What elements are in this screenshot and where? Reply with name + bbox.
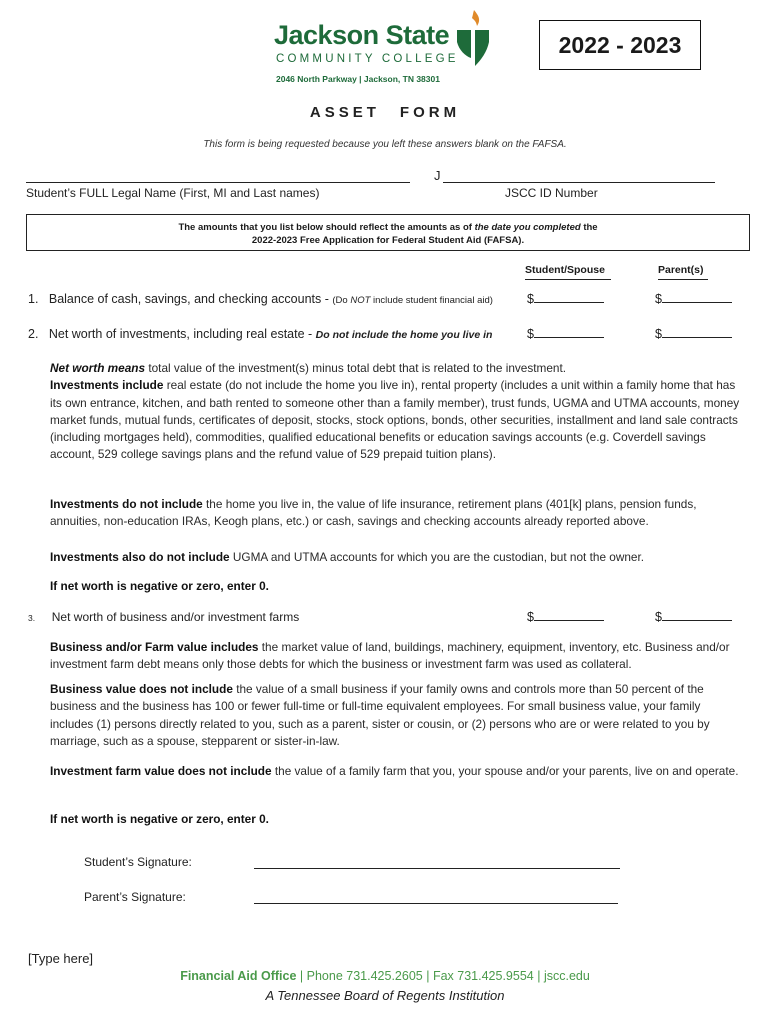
farm-exclude-heading: Investment farm value does not include <box>50 764 272 778</box>
type-here-placeholder[interactable]: [Type here] <box>28 951 94 966</box>
row-3-student-amount[interactable] <box>527 610 604 624</box>
year-box: 2022 - 2023 <box>539 20 701 70</box>
business-include-heading: Business and/or Farm value includes <box>50 640 259 654</box>
row-1-note-b: include student financial aid) <box>373 295 493 306</box>
row-3-text: Net worth of business and/or investment farms <box>51 610 300 624</box>
negative-note-1 <box>50 578 740 595</box>
parent-signature-field[interactable] <box>254 903 618 904</box>
footer-office: Financial Aid Office <box>180 969 297 983</box>
student-id-field[interactable] <box>443 182 715 183</box>
row-2-text: Net worth of investments, including real estate - <box>48 327 313 341</box>
dollar-sign: $ <box>527 327 534 341</box>
dollar-sign: $ <box>655 292 662 306</box>
investments-also-exclude-definition <box>50 549 740 566</box>
farm-exclude-text: the value of a family farm that you, your spouse and/or your parents, live on and operate. <box>274 764 739 778</box>
footer-website: jscc.edu <box>543 969 590 983</box>
business-include-definition <box>50 639 740 674</box>
negative-note-2 <box>50 811 740 828</box>
row-2-number: 2. <box>28 327 39 341</box>
form-title <box>0 104 770 121</box>
row-1-student-amount[interactable] <box>527 292 604 306</box>
footer-contact <box>0 969 770 983</box>
investments-also-text: UGMA and UTMA accounts for which you are the custodian, but not the owner. <box>232 550 645 564</box>
farm-exclude-definition <box>50 763 740 780</box>
student-name-field[interactable] <box>26 182 410 183</box>
torch-logo-icon <box>455 8 491 70</box>
row-1-label <box>28 292 493 306</box>
logo-subtitle: COMMUNITY COLLEGE <box>276 53 459 65</box>
column-student-spouse: Student/Spouse <box>525 264 605 276</box>
row-3-label <box>28 610 299 624</box>
footer-separator: | <box>299 969 304 983</box>
logo-name: Jackson State <box>274 20 450 50</box>
column-parents-underline <box>658 279 708 280</box>
row-1-text: Balance of cash, savings, and checking accounts - <box>48 292 329 306</box>
net-worth-text: total value of the investment(s) minus total debt that is related to the investment. <box>148 361 567 375</box>
footer-separator: | <box>426 969 430 983</box>
footer-separator: | <box>537 969 541 983</box>
row-1-note-not: NOT <box>350 295 371 306</box>
row-1-note-a: (Do <box>332 295 348 306</box>
row-1-parent-amount[interactable] <box>655 292 732 306</box>
student-id-label: JSCC ID Number <box>505 186 598 200</box>
net-worth-definition <box>50 360 740 464</box>
negative-note-1-text: If net worth is negative or zero, enter 0. <box>50 579 269 593</box>
investments-exclude-definition <box>50 496 740 531</box>
column-parents: Parent(s) <box>658 264 704 276</box>
footer-tagline: A Tennessee Board of Regents Institution <box>265 988 505 1003</box>
business-exclude-definition <box>50 681 740 750</box>
dollar-sign: $ <box>655 327 662 341</box>
row-2-student-amount[interactable] <box>527 327 604 341</box>
negative-note-2-text: If net worth is negative or zero, enter 0. <box>50 812 269 826</box>
row-2-label <box>28 327 492 341</box>
investments-include-heading: Investments include <box>50 378 164 393</box>
logo-address: 2046 North Parkway | Jackson, TN 38301 <box>276 74 440 84</box>
notice-part-2: the <box>583 222 598 233</box>
row-1-number: 1. <box>28 292 39 306</box>
title-word-2: FORM <box>399 104 461 121</box>
row-3-parent-amount[interactable] <box>655 610 732 624</box>
amounts-notice <box>26 214 750 251</box>
parent-signature-label: Parent’s Signature: <box>84 890 186 904</box>
footer-phone: Phone 731.425.2605 <box>306 969 423 983</box>
investments-include-text: real estate (do not include the home you live in), rental property (includes a unit within a family home that has its own entrance, kitchen, and bath rented to someone other than a family member), trust funds, UGMA and UTMA accounts, money market funds, mutual funds, certificates of deposit, stocks, stock options, bonds, other securities, installment and land sale contracts (including mortgages held), commodities, qualified educational benefits or education savings accounts (e.g. Coverdell savings account, 529 college savings plans and the refund value of 529 prepaid tuition plans). <box>50 378 740 462</box>
investments-exclude-text: the home you live in, the value of life insurance, retirement plans (401[k] plans, pension funds, annuities, non-education IRAs, Keogh plans, etc.) or cash, savings and checking accounts already reported above. <box>50 497 697 529</box>
row-2-note: Do not include the home you live in <box>315 329 493 341</box>
title-word-1: ASSET <box>309 104 380 121</box>
column-student-underline <box>525 279 611 280</box>
student-signature-label: Student’s Signature: <box>84 855 192 869</box>
notice-line-2: 2022-2023 Free Application for Federal Student Aid (FAFSA). <box>251 235 525 246</box>
dollar-sign: $ <box>527 610 534 624</box>
footer-fax: Fax 731.425.9554 <box>432 969 534 983</box>
business-exclude-text: the value of a small business if your family owns and controls more than 50 percent of the business and the business has 100 or fewer full-time or full-time equivalent employees. For small business value, your family includes (1) persons directly related to you, such as a parent, sister or cousin, or (2) persons who are or were related to you by marriage, such as a spouse, stepparent or sister-in-law. <box>50 682 710 748</box>
notice-part-1: The amounts that you list below should reflect the amounts as of <box>178 222 472 233</box>
intro-text: This form is being requested because you left these answers blank on the FAFSA. <box>203 139 567 150</box>
investments-exclude-heading: Investments do not include <box>50 497 203 511</box>
business-exclude-heading: Business value does not include <box>50 682 233 696</box>
net-worth-heading: Net worth means <box>50 361 146 375</box>
student-signature-field[interactable] <box>254 868 620 869</box>
business-include-text: the market value of land, buildings, machinery, equipment, inventory, etc. Business and/or investment farm debt means only those debts for which the business or investment farm was used as collateral. <box>50 640 730 672</box>
row-3-number: 3. <box>28 613 36 623</box>
student-name-label: Student’s FULL Legal Name (First, MI and Last names) <box>26 186 320 200</box>
row-2-parent-amount[interactable] <box>655 327 732 341</box>
investments-also-heading: Investments also do not include <box>50 550 230 564</box>
dollar-sign: $ <box>527 292 534 306</box>
student-id-prefix: J <box>434 168 441 183</box>
notice-emphasis: the date you completed <box>474 222 581 233</box>
dollar-sign: $ <box>655 610 662 624</box>
